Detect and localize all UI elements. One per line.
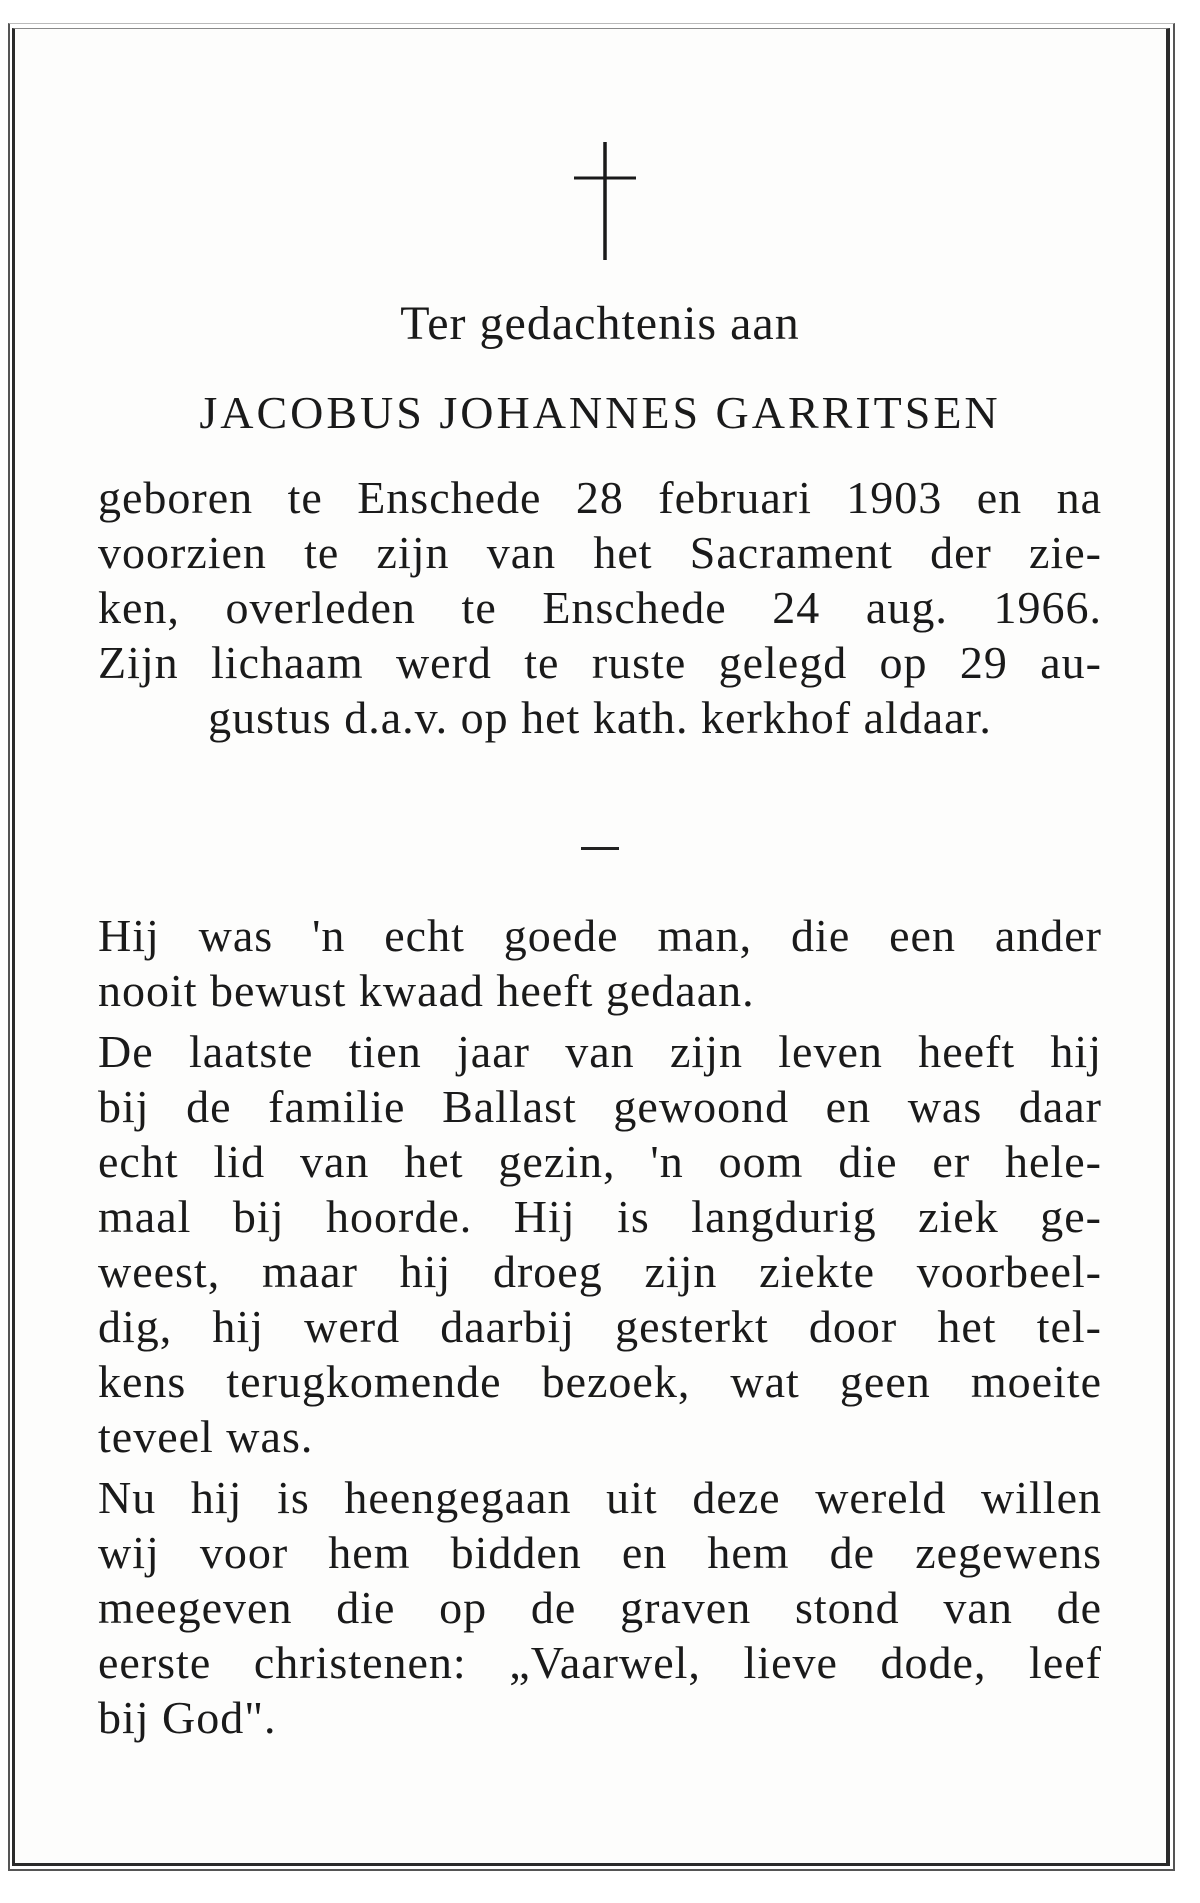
bio-line: gustus d.a.v. op het kath. kerkhof aldaar. (208, 692, 992, 743)
cross-icon (570, 142, 640, 260)
bio-line: voorzien te zijn van het Sacrament der zie- (98, 527, 1102, 578)
eulogy-line: nooit bewust kwaad heeft gedaan. (98, 965, 755, 1016)
bio-line: geboren te Enschede 28 februari 1903 en na (98, 472, 1102, 523)
eulogy-line: kens terugkomende bezoek, wat geen moeite (98, 1356, 1102, 1407)
eulogy-text (98, 908, 1102, 1745)
eulogy-line: De laatste tien jaar van zijn leven heeft hij (98, 1026, 1102, 1077)
eulogy-line: dig, hij werd daarbij gesterkt door het tel- (98, 1301, 1102, 1352)
eulogy-line: bij de familie Ballast gewoond en was daar (98, 1081, 1102, 1132)
eulogy-line: wij voor hem bidden en hem de zegewens (98, 1527, 1102, 1578)
biography-block (98, 470, 1102, 745)
eulogy-line: bij God". (98, 1692, 277, 1743)
eulogy-line: Hij was 'n echt goede man, die een ander (98, 910, 1102, 961)
eulogy-line: weest, maar hij droeg zijn ziekte voorbeel- (98, 1246, 1102, 1297)
eulogy-line: meegeven die op de graven stond van de (98, 1582, 1102, 1633)
bio-line: ken, overleden te Enschede 24 aug. 1966. (98, 582, 1102, 633)
eulogy-line: Nu hij is heengegaan uit deze wereld willen (98, 1472, 1102, 1523)
eulogy-line: teveel was. (98, 1411, 314, 1462)
eulogy-line: maal bij hoorde. Hij is langdurig ziek ge- (98, 1191, 1102, 1242)
eulogy-line: eerste christenen: „Vaarwel, lieve dode, leef (98, 1637, 1102, 1688)
deceased-name: JACOBUS JOHANNES GARRITSEN (199, 387, 1001, 438)
memorial-heading: Ter gedachtenis aan (400, 297, 800, 350)
separator-dash (581, 847, 619, 850)
eulogy-line: echt lid van het gezin, 'n oom die er hele- (98, 1136, 1102, 1187)
bio-line: Zijn lichaam werd te ruste gelegd op 29 au- (98, 637, 1102, 688)
